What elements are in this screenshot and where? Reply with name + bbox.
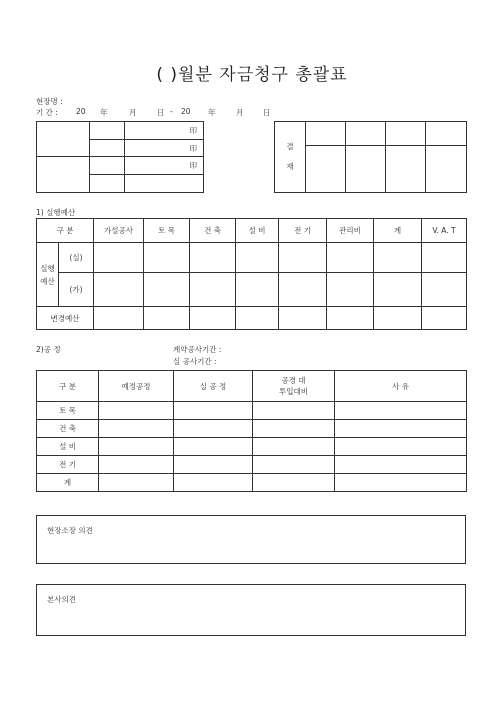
period-separator: - bbox=[170, 107, 173, 116]
progress-row-label: 건 축 bbox=[37, 420, 99, 438]
approval-sign-cell[interactable] bbox=[346, 146, 386, 193]
signature-name-cell[interactable] bbox=[90, 122, 125, 140]
hq-opinion-box[interactable] bbox=[36, 584, 466, 636]
section1-title: 1) 실행예산 bbox=[36, 208, 76, 217]
progress-cell[interactable] bbox=[99, 474, 174, 492]
period-year-1: 20 bbox=[76, 107, 86, 116]
budget-cell[interactable] bbox=[144, 273, 190, 307]
progress-cell[interactable] bbox=[253, 420, 335, 438]
period-year-2: 20 bbox=[181, 107, 191, 116]
budget-cell[interactable] bbox=[327, 273, 374, 307]
section2-title: 2)공 정 bbox=[36, 345, 61, 354]
signature-name-cell[interactable] bbox=[90, 140, 125, 157]
approval-label-2: 재 bbox=[286, 162, 294, 171]
approval-title-cell[interactable] bbox=[426, 122, 467, 146]
signature-name-cell[interactable] bbox=[90, 157, 125, 175]
approval-label-1: 결 bbox=[286, 142, 294, 151]
signature-table bbox=[36, 121, 204, 193]
budget-cell[interactable] bbox=[94, 273, 144, 307]
site-name-label: 현장명 : bbox=[36, 97, 63, 106]
progress-cell[interactable] bbox=[335, 402, 467, 420]
site-manager-opinion-label: 현장소장 의견 bbox=[47, 526, 93, 535]
budget-header-category: 구 분 bbox=[37, 219, 94, 243]
document-title: ( )월분 자금청구 총괄표 bbox=[156, 65, 348, 85]
progress-header-reason: 사 유 bbox=[335, 371, 467, 402]
budget-cell[interactable] bbox=[422, 273, 467, 307]
progress-cell[interactable] bbox=[174, 456, 253, 474]
budget-row-group-label: 실행 예산 bbox=[37, 243, 59, 307]
budget-cell[interactable] bbox=[190, 243, 236, 273]
budget-cell[interactable] bbox=[327, 307, 374, 330]
progress-table bbox=[36, 370, 467, 492]
progress-header-actual: 실 공 정 bbox=[174, 371, 253, 402]
progress-cell[interactable] bbox=[174, 420, 253, 438]
budget-cell[interactable] bbox=[422, 307, 467, 330]
signature-cell-a[interactable] bbox=[37, 122, 90, 157]
budget-sub-actual: (실) bbox=[59, 243, 94, 273]
budget-header-electric: 전 기 bbox=[279, 219, 327, 243]
progress-cell[interactable] bbox=[174, 474, 253, 492]
budget-cell[interactable] bbox=[374, 307, 422, 330]
budget-cell[interactable] bbox=[279, 273, 327, 307]
budget-header-total: 계 bbox=[374, 219, 422, 243]
progress-cell[interactable] bbox=[99, 456, 174, 474]
approval-label bbox=[275, 122, 306, 193]
day-char-2: 日 bbox=[263, 108, 271, 117]
signature-cell-b[interactable] bbox=[37, 157, 90, 193]
signature-blank-cell[interactable] bbox=[125, 175, 204, 193]
approval-title-cell[interactable] bbox=[386, 122, 426, 146]
budget-cell[interactable] bbox=[94, 307, 144, 330]
budget-cell[interactable] bbox=[374, 243, 422, 273]
budget-cell[interactable] bbox=[144, 307, 190, 330]
progress-cell[interactable] bbox=[335, 420, 467, 438]
progress-cell[interactable] bbox=[174, 402, 253, 420]
budget-cell[interactable] bbox=[327, 243, 374, 273]
budget-cell[interactable] bbox=[190, 307, 236, 330]
progress-cell[interactable] bbox=[253, 438, 335, 456]
progress-cell[interactable] bbox=[174, 438, 253, 456]
progress-header-category: 구 분 bbox=[37, 371, 99, 402]
progress-row-label: 설 비 bbox=[37, 438, 99, 456]
contract-period-label: 계약공사기간 : bbox=[173, 345, 222, 354]
progress-row-label: 전 기 bbox=[37, 456, 99, 474]
seal-mark: 印 bbox=[125, 122, 204, 140]
seal-mark: 印 bbox=[125, 157, 204, 175]
progress-cell[interactable] bbox=[253, 456, 335, 474]
progress-cell[interactable] bbox=[335, 474, 467, 492]
progress-cell[interactable] bbox=[99, 420, 174, 438]
approval-sign-cell[interactable] bbox=[306, 146, 346, 193]
year-char-2: 年 bbox=[208, 108, 216, 117]
budget-cell[interactable] bbox=[422, 243, 467, 273]
month-char-2: 月 bbox=[236, 108, 244, 117]
budget-cell[interactable] bbox=[94, 243, 144, 273]
progress-cell[interactable] bbox=[335, 438, 467, 456]
budget-cell[interactable] bbox=[279, 307, 327, 330]
year-char-1: 年 bbox=[100, 108, 108, 117]
progress-cell[interactable] bbox=[99, 402, 174, 420]
progress-header-planned: 예정공정 bbox=[99, 371, 174, 402]
budget-cell[interactable] bbox=[190, 273, 236, 307]
hq-opinion-label: 본사의견 bbox=[47, 595, 76, 604]
budget-header-vat: V. A. T bbox=[422, 219, 467, 243]
progress-cell[interactable] bbox=[99, 438, 174, 456]
month-char-1: 月 bbox=[129, 108, 137, 117]
budget-header-temporary: 가설공사 bbox=[94, 219, 144, 243]
budget-header-equipment: 설 비 bbox=[236, 219, 279, 243]
progress-cell[interactable] bbox=[253, 474, 335, 492]
progress-cell[interactable] bbox=[253, 402, 335, 420]
signature-name-cell[interactable] bbox=[90, 175, 125, 193]
budget-change-row-label: 변경예산 bbox=[37, 307, 94, 330]
period-label: 기 간 : bbox=[36, 108, 58, 117]
progress-cell[interactable] bbox=[335, 456, 467, 474]
progress-header-ratio: 공경 대 투입대비 bbox=[253, 371, 335, 402]
budget-cell[interactable] bbox=[374, 273, 422, 307]
approval-title-cell[interactable] bbox=[346, 122, 386, 146]
budget-table bbox=[36, 218, 467, 330]
budget-header-management: 관리비 bbox=[327, 219, 374, 243]
budget-cell[interactable] bbox=[236, 307, 279, 330]
approval-sign-cell[interactable] bbox=[426, 146, 467, 193]
budget-cell[interactable] bbox=[236, 273, 279, 307]
budget-header-building: 건 축 bbox=[190, 219, 236, 243]
site-manager-opinion-box[interactable] bbox=[36, 515, 466, 564]
progress-row-label: 계 bbox=[37, 474, 99, 492]
progress-row-label: 토 목 bbox=[37, 402, 99, 420]
budget-sub-provisional: (가) bbox=[59, 273, 94, 307]
approval-table bbox=[274, 121, 467, 193]
budget-cell[interactable] bbox=[236, 243, 279, 273]
budget-header-civil: 토 목 bbox=[144, 219, 190, 243]
approval-sign-cell[interactable] bbox=[386, 146, 426, 193]
budget-cell[interactable] bbox=[144, 243, 190, 273]
actual-period-label: 실 공사기간 : bbox=[173, 357, 217, 366]
approval-title-cell[interactable] bbox=[306, 122, 346, 146]
day-char-1: 日 bbox=[157, 108, 165, 117]
budget-cell[interactable] bbox=[279, 243, 327, 273]
seal-mark: 印 bbox=[125, 140, 204, 157]
